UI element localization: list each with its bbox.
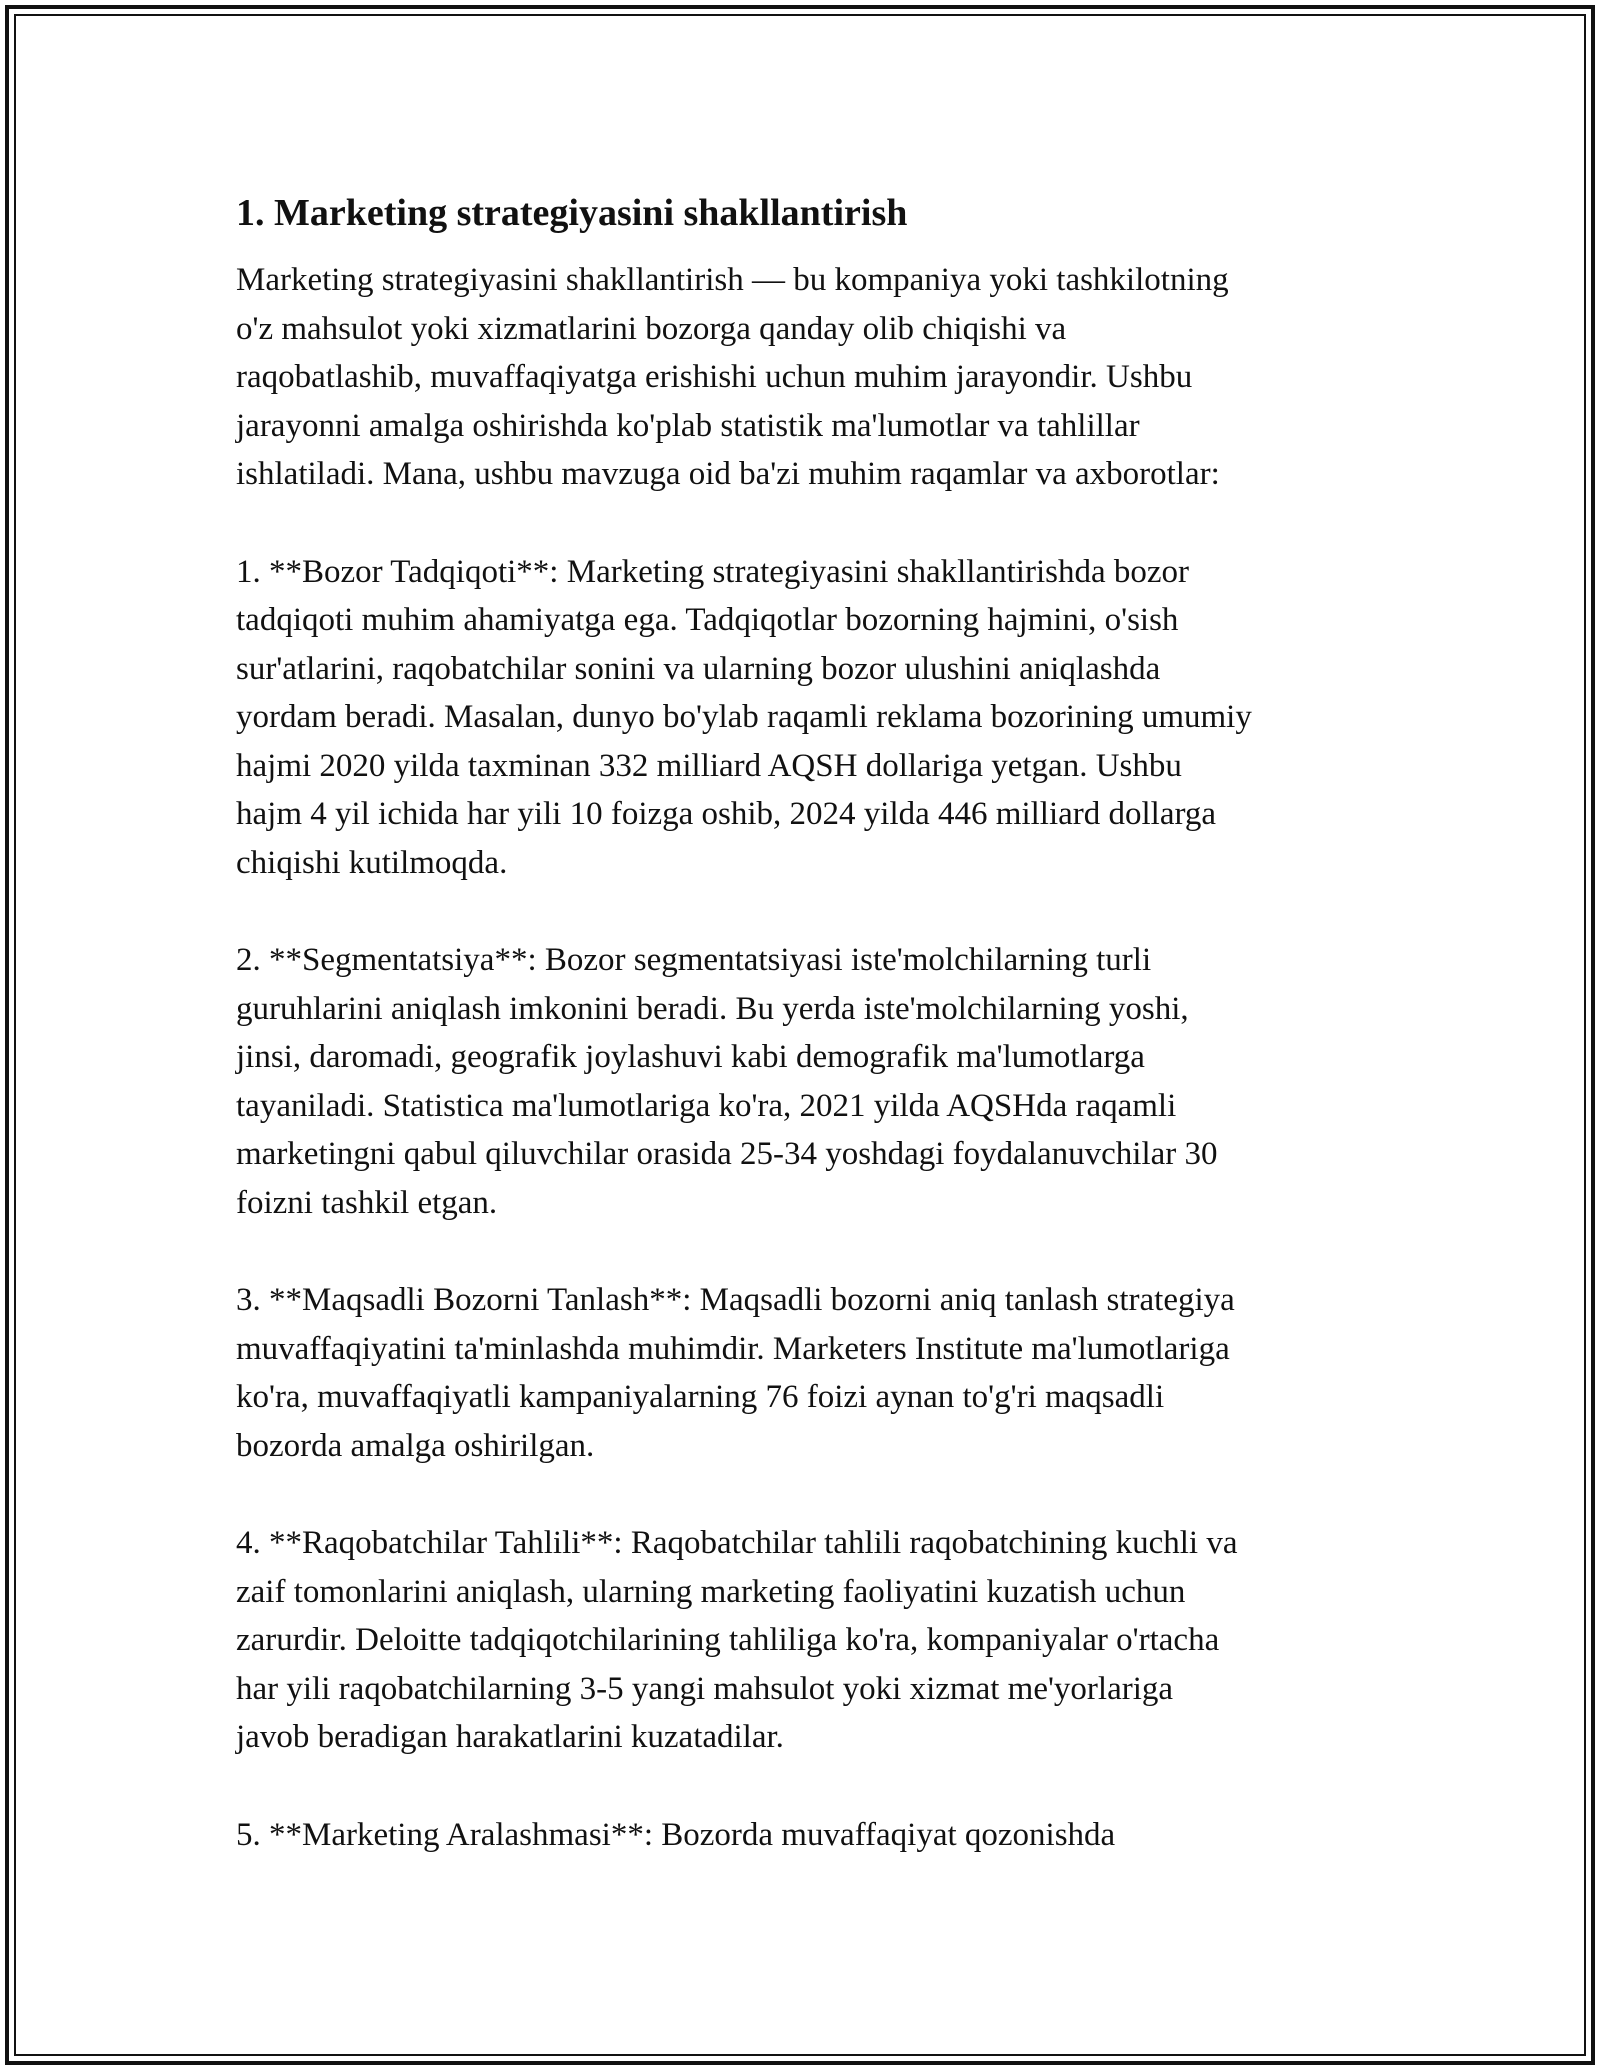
list-item-bozor-tadqiqoti: 1. **Bozor Tadqiqoti**: Marketing strategiyasini shakllantirishda bozor tadqiqoti muhim ahamiyatga ega. Tadqiqotlar bozorning hajmini, o'sish sur'atlarini, raqobatchilar sonini va ularning bozor ulushini aniqlashda yordam beradi. Masalan, dunyo bo'ylab raqamli reklama bozorining umumiy hajmi 2020 yilda taxminan 332 milliard AQSH dollariga yetgan. Ushbu hajm 4 yil ichida har yili 10 foizga oshib, 2024 yilda 446 milliard dollarga chiqishi kutilmoqda.: [236, 553, 1252, 881]
list-item-segmentatsiya: 2. **Segmentatsiya**: Bozor segmentatsiyasi iste'molchilarning turli guruhlarini aniqlash imkonini beradi. Bu yerda iste'molchilarning yoshi, jinsi, daromadi, geografik joylashuvi kabi demografik ma'lumotlarga tayaniladi. Statistica ma'lumotlariga ko'ra, 2021 yilda AQSHda raqamli marketingni qabul qiluvchilar orasida 25-34 yoshdagi foydalanuvchilar 30 foizni tashkil etgan.: [236, 942, 1218, 1221]
document-body: [236, 186, 1376, 1859]
list-item-marketing-aralashmasi: 5. **Marketing Aralashmasi**: Bozorda muvaffaqiyat qozonishda: [236, 1816, 1116, 1853]
list-item-raqobatchilar-tahlili: 4. **Raqobatchilar Tahlili**: Raqobatchilar tahlili raqobatchining kuchli va zaif tomonlarini aniqlash, ularning marketing faoliyatini kuzatish uchun zarurdir. Deloitte tadqiqotchilarining tahliliga ko'ra, kompaniyalar o'rtacha har yili raqobatchilarning 3-5 yangi mahsulot yoki xizmat me'yorlariga javob beradigan harakatlarini kuzatadilar.: [236, 1525, 1238, 1755]
intro-paragraph: Marketing strategiyasini shakllantirish — bu kompaniya yoki tashkilotning o'z mahsulot yoki xizmatlarini bozorga qanday olib chiqishi va raqobatlashib, muvaffaqiyatga erishishi uchun muhim jarayondir. Ushbu jarayonni amalga oshirishda ko'plab statistik ma'lumotlar va tahlillar ishlatiladi. Mana, ushbu mavzuga oid ba'zi muhim raqamlar va axborotlar:: [236, 262, 1229, 492]
list-item-maqsadli-bozor: 3. **Maqsadli Bozorni Tanlash**: Maqsadli bozorni aniq tanlash strategiya muvaffaqiyatini ta'minlashda muhimdir. Marketers Institute ma'lumotlariga ko'ra, muvaffaqiyatli kampaniyalarning 76 foizi aynan to'g'ri maqsadli bozorda amalga oshirilgan.: [236, 1282, 1235, 1464]
document-title: 1. Marketing strategiyasini shakllantirish: [236, 192, 908, 234]
